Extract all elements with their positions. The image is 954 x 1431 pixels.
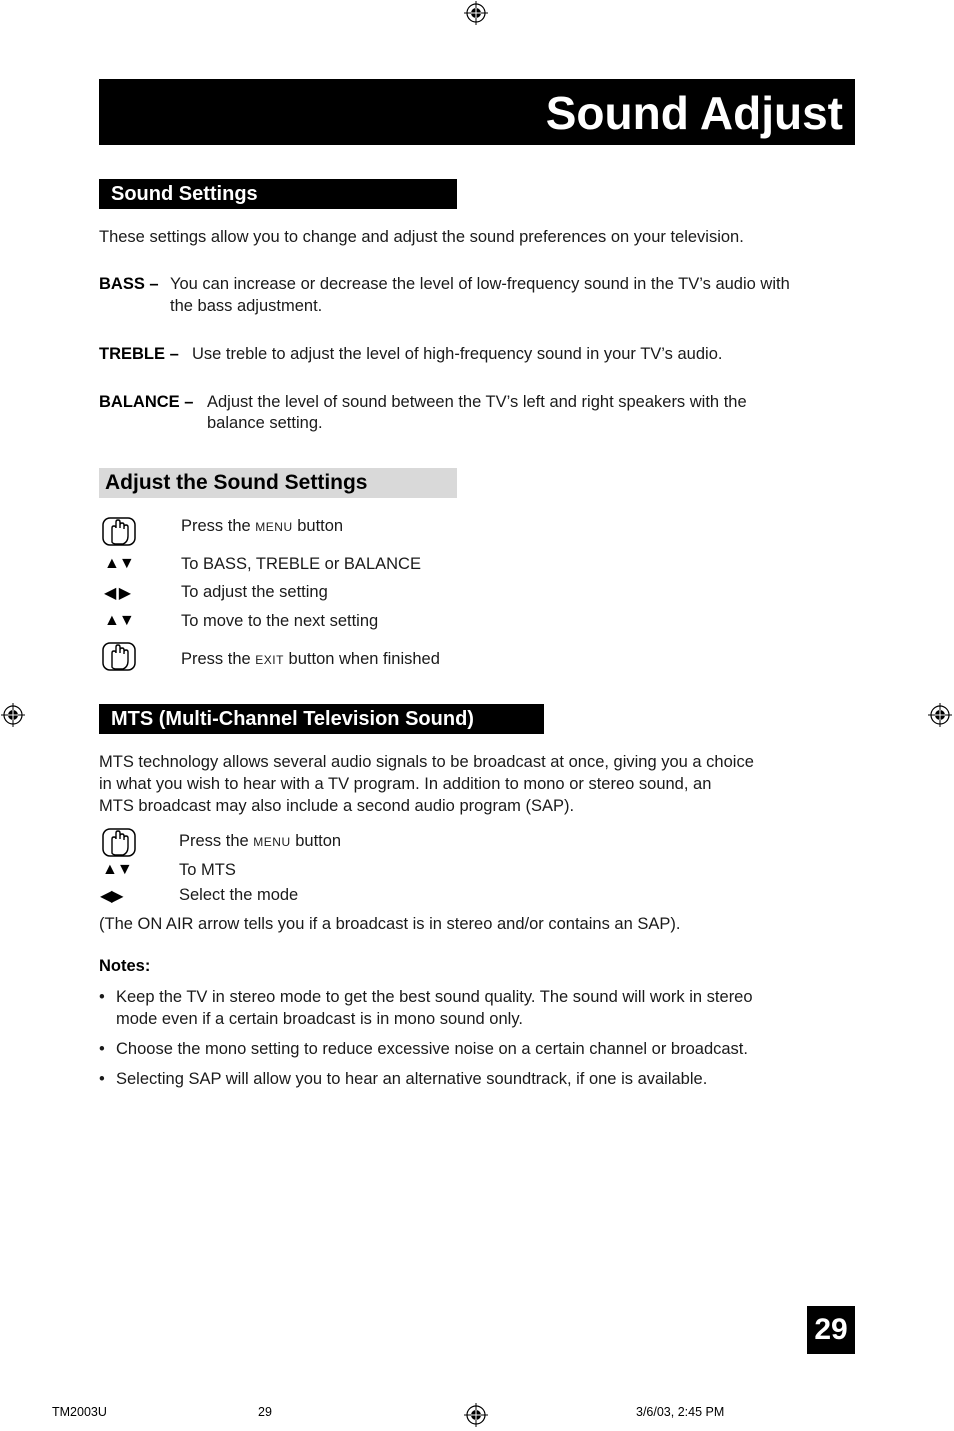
registration-mark-icon [464,1,488,25]
up-down-arrows-icon: ▲▼ [104,555,134,572]
adjust-step-adjust-setting: To adjust the setting [181,583,328,601]
adjust-step-exit: Press the EXIT button when finished [181,650,440,668]
page-title-bar [99,79,855,145]
sound-settings-intro: These settings allow you to change and adjust the sound preferences on your television. [99,228,744,246]
remote-button-press-icon [101,825,137,859]
up-down-arrows-icon: ▲▼ [102,861,132,878]
note-item [99,986,819,1030]
sound-settings-heading: Sound Settings [99,179,457,209]
mts-paragraph-line2: in what you wish to hear with a TV program. In addition to mono or stereo sound, an [99,775,712,793]
bullet-icon: • [99,988,105,1006]
menu-key-label: MENU [255,520,293,534]
mts-heading: MTS (Multi-Channel Television Sound) [99,704,544,734]
note-line: Selecting SAP will allow you to hear an alternative soundtrack, if one is available. [116,1070,708,1088]
remote-button-press-icon [101,639,137,673]
balance-description-line1: Adjust the level of sound between the TV’s left and right speakers with the [207,393,747,411]
exit-key-label: EXIT [255,653,284,667]
footer-page: 29 [258,1405,272,1419]
bullet-icon: • [99,1070,105,1088]
registration-mark-icon [464,1403,488,1427]
balance-term: BALANCE – [99,393,194,411]
on-air-note: (The ON AIR arrow tells you if a broadcast is in stereo and/or contains an SAP). [99,915,681,933]
bass-description-line1: You can increase or decrease the level of low-frequency sound in the TV’s audio with [170,275,790,293]
up-down-arrows-icon: ▲▼ [104,612,134,629]
note-line: Keep the TV in stereo mode to get the best sound quality. The sound will work in stereo [116,988,753,1006]
bass-description-line2: the bass adjustment. [170,297,323,315]
registration-mark-icon [928,703,952,727]
mts-step-mode: Select the mode [179,886,299,904]
notes-label: Notes: [99,957,151,975]
note-item [99,1038,819,1060]
adjust-step-next-setting: To move to the next setting [181,612,379,630]
bullet-icon: • [99,1040,105,1058]
mts-step-select: To MTS [179,861,236,879]
adjust-step-select-item: To BASS, TREBLE or BALANCE [181,555,421,573]
footer-date: 3/6/03, 2:45 PM [636,1405,725,1419]
left-right-arrows-icon: ◀ ▶ [104,585,131,602]
remote-button-press-icon [101,514,137,548]
mts-paragraph-line3: MTS broadcast may also include a second audio program (SAP). [99,797,575,815]
left-right-arrows-icon: ◀▶ [100,888,123,905]
balance-description-line2: balance setting. [207,414,323,432]
adjust-step-menu: Press the MENU button [181,517,344,535]
treble-description: Use treble to adjust the level of high-frequency sound in your TV’s audio. [192,345,723,363]
bass-term: BASS – [99,275,159,293]
page-title: Sound Adjust [545,87,843,139]
treble-term: TREBLE – [99,345,179,363]
registration-mark-icon [1,703,25,727]
note-item [99,1068,819,1090]
note-line: Choose the mono setting to reduce excessive noise on a certain channel or broadcast. [116,1040,748,1058]
page-number: 29 [807,1306,855,1354]
note-line: mode even if a certain broadcast is in mono sound only. [116,1010,523,1028]
footer-file-name: TM2003U [52,1405,107,1419]
mts-step-menu: Press the MENU button [179,832,342,850]
adjust-sound-settings-heading: Adjust the Sound Settings [99,468,457,498]
mts-paragraph-line1: MTS technology allows several audio signals to be broadcast at once, giving you a choice [99,753,754,771]
menu-key-label: MENU [253,835,291,849]
